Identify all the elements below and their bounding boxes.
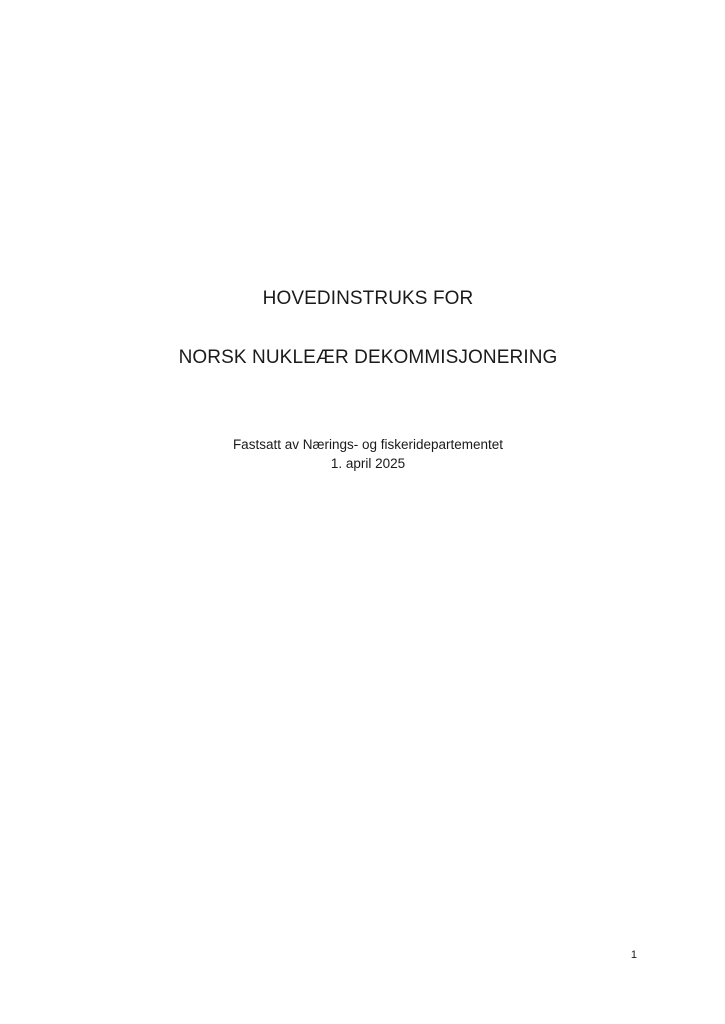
issued-by-text: Fastsatt av Nærings- og fiskeridepartementet: [232, 437, 504, 452]
page-number: 1: [630, 949, 637, 961]
document-title-line-1: HOVEDINSTRUKS FOR: [262, 288, 474, 309]
document-title-line-2: NORSK NUKLEÆR DEKOMMISJONERING: [178, 347, 558, 368]
issue-date-text: 1. april 2025: [330, 456, 406, 471]
